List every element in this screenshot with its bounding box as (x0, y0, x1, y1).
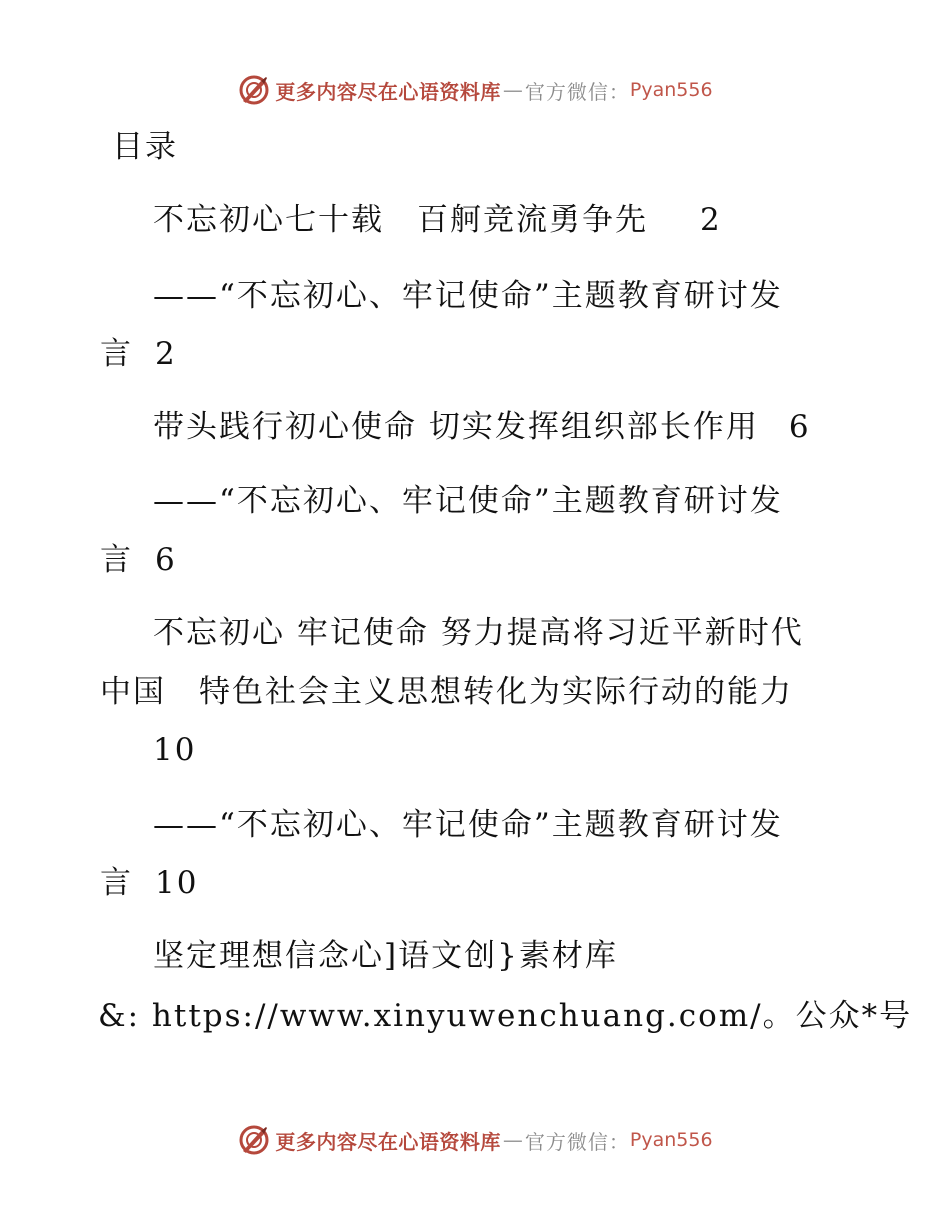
toc-entry-1-title[interactable] (153, 200, 722, 240)
toc-entry-2-subtitle-text: ——“不忘初心、牢记使命”主题教育研讨发 (153, 483, 783, 519)
pen-logo-icon (237, 1123, 271, 1157)
toc-entry-3-title-cont (100, 672, 793, 712)
toc-entry-1-subtitle-page: 2 (155, 336, 177, 372)
footer-banner-wechat-label: 官方微信： (524, 1129, 630, 1154)
header-banner-wechat-id: Pyan556 (629, 79, 713, 101)
toc-entry-2-subtitle-cont (100, 540, 177, 580)
garbled-text-line-1: 坚定理想信念心]语文创}素材库 (153, 938, 618, 974)
toc-entry-3-subtitle-cont (100, 863, 198, 903)
toc-entry-1-subtitle (153, 276, 783, 316)
toc-entry-2-subtitle-tail: 言 (100, 542, 133, 578)
footer-banner-main-text: 更多内容尽在心语资料库 (275, 1129, 501, 1154)
toc-entry-2-title-text: 带头践行初心使命 切实发挥组织部长作用 (153, 409, 759, 445)
toc-entry-1-title-text: 不忘初心七十载 百舸竞流勇争先 (153, 202, 648, 238)
toc-entry-3-title-text-line1: 不忘初心 牢记使命 努力提高将习近平新时代 (153, 615, 804, 651)
header-banner-wechat-label: 官方微信： (524, 79, 630, 104)
toc-entry-3-subtitle-text: ——“不忘初心、牢记使命”主题教育研讨发 (153, 807, 783, 843)
toc-entry-3-subtitle (153, 805, 783, 845)
header-banner-main-text: 更多内容尽在心语资料库 (275, 79, 501, 104)
toc-entry-1-subtitle-tail: 言 (100, 336, 133, 372)
toc-entry-3-title-text-line2: 中国 特色社会主义思想转化为实际行动的能力 (100, 674, 793, 710)
toc-entry-2-subtitle (153, 481, 783, 521)
toc-entry-1-subtitle-cont (100, 334, 177, 374)
footer-banner-separator: — (502, 1128, 523, 1152)
pen-logo-icon (237, 73, 271, 107)
header-banner-separator: — (502, 78, 523, 102)
toc-entry-3-page-line (153, 730, 196, 770)
toc-entry-3-page: 10 (153, 732, 197, 768)
toc-entry-3-subtitle-tail: 言 (100, 865, 133, 901)
toc-entry-3-title[interactable] (153, 613, 804, 653)
toc-entry-2-subtitle-page: 6 (155, 542, 177, 578)
toc-entry-3-subtitle-page: 10 (155, 865, 199, 901)
toc-entry-1-page: 2 (700, 202, 722, 238)
footer-banner-wechat-id: Pyan556 (629, 1129, 713, 1151)
footer-banner (0, 1120, 950, 1160)
toc-entry-2-title[interactable] (153, 407, 811, 447)
garbled-text-line-2: &: https://www.xinyuwenchuang.com/。公众*号 (98, 998, 913, 1034)
toc-entry-1-subtitle-text: ——“不忘初心、牢记使命”主题教育研讨发 (153, 278, 783, 314)
header-banner (0, 70, 950, 110)
toc-title: 目录 (112, 129, 178, 165)
toc-entry-2-page: 6 (788, 409, 811, 445)
